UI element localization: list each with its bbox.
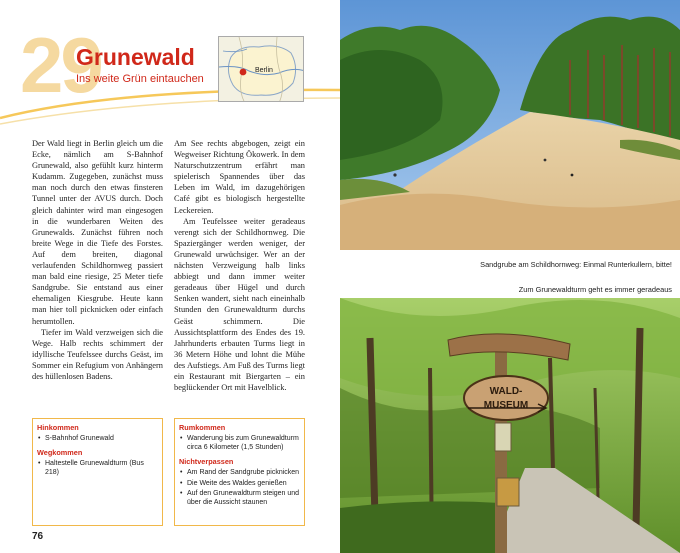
chapter-title: Grunewald — [76, 44, 195, 70]
body-paragraph: Der Wald liegt in Berlin gleich um die Ecke, nämlich am S-Bahnhof Grunewald, also gefühlt kurz hinterm Kudamm. Zugegeben, zunächst muss man noch durch den etwas finsteren Tunnel unter der AVUS durch. Doch gleich dahinter wird man eingesogen in die wunderbaren Weiten des Grunewalds. Zunächst führen noch breite Wege in die Tiefe des Forstes. Auf dem breiten, diagonal verlaufenden Schildhornweg passiert man bald eine riesige, 25 Meter tiefe Sandgrube. Sie entstand aus einer ehemaligen Kiesgrube. Heute kann man hier toll picknicken oder einfach herumtollen. — [32, 139, 163, 326]
info-list-hinkommen — [37, 434, 158, 443]
body-column-1 — [32, 138, 163, 382]
forest-path-illustration — [340, 298, 680, 553]
map-label: Berlin — [255, 67, 273, 74]
caption-photo-1: Sandgrube am Schildhornweg: Einmal Runterkullern, bitte! — [480, 260, 672, 269]
body-paragraph: Tiefer im Wald verzweigen sich die Wege. Halb rechts schimmert der idyllische Teufelssee durchs Geäst, im Sommer ein Refugium von Anhängern des hüllenlosen Badens. — [32, 327, 163, 381]
info-box-transport — [32, 418, 163, 526]
body-paragraph: Am See rechts abgebogen, zeigt ein Wegweiser Richtung Ökowerk. In dem Naturschutzzentrum erfährt man spielerisch Spannendes über das Leben im Wald, im dazugehörigen Café gibt es biologisch hergestellte Leckereien. — [174, 139, 305, 215]
body-paragraph: Am Teufelssee weiter geradeaus verengt sich der Schildhornweg. Die Spaziergänger werden weniger, der Grunewald urwüchsiger. Wer an der nächsten Verzweigung halb links abbiegt und dann immer weiter geradeaus über Hügel und durch Senken wandert, sieht nach eineinhalb Stunden den Grunewaldturm durchs Geäst schimmern. Die Aussichtsplattform des Endes des 19. Jahrhunderts erbauten Turms liegt in 36 Metern Höhe und lohnt die Mühe des Aufstiegs. Am Fuß des Turms liegt ein Restaurant mit Biergarten – ein beglückender Ort mit Havelblick. — [174, 216, 305, 393]
location-map — [218, 36, 304, 102]
sign-text-line-2: MUSEUM — [483, 400, 529, 411]
info-item: • Die Weite des Waldes genießen — [179, 479, 300, 488]
map-location-marker — [240, 69, 247, 76]
info-list-rumkommen — [179, 434, 300, 452]
info-item: • Auf den Grunewaldturm steigen und über die Aussicht staunen — [179, 489, 300, 507]
info-heading-wegkommen: Wegkommen — [37, 448, 83, 457]
info-heading-rumkommen: Rumkommen — [179, 423, 226, 432]
info-box-tips — [174, 418, 305, 526]
sand-pit-illustration — [340, 0, 680, 250]
info-heading-nichtverpassen: Nichtverpassen — [179, 457, 234, 466]
info-list-nichtverpassen — [179, 468, 300, 507]
chapter-subtitle: Ins weite Grün eintauchen — [76, 73, 204, 85]
right-page — [340, 0, 680, 553]
info-heading-hinkommen: Hinkommen — [37, 423, 79, 432]
photo-forest-path — [340, 298, 680, 553]
photo-sand-pit — [340, 0, 680, 250]
page-number: 76 — [32, 531, 44, 542]
info-item: • Haltestelle Grunewaldturm (Bus 218) — [37, 459, 158, 477]
info-item: • Wanderung bis zum Grunewaldturm circa 6 Kilometer (1,5 Stunden) — [179, 434, 300, 452]
sign-text-line-1: WALD- — [489, 386, 523, 397]
caption-photo-2: Zum Grunewaldturm geht es immer geradeaus — [518, 285, 672, 294]
body-column-2 — [174, 138, 305, 393]
info-item: • Am Rand der Sandgrube picknicken — [179, 468, 300, 477]
info-item: • S-Bahnhof Grunewald — [37, 434, 158, 443]
info-list-wegkommen — [37, 459, 158, 477]
chapter-number: 29 — [20, 21, 101, 109]
